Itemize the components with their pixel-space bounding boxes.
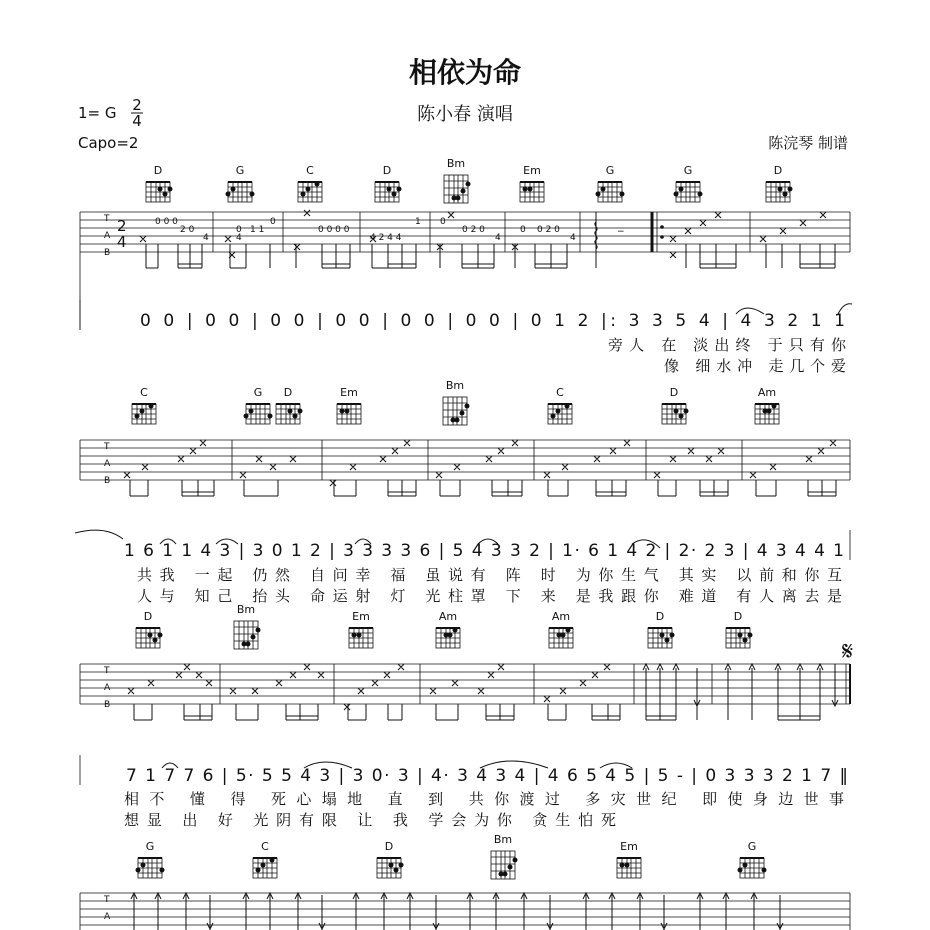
- chord-diagram: [349, 610, 373, 648]
- lyrics-line-2: 像 细水冲 走几个爱: [664, 357, 846, 375]
- chord-name: Bm: [236, 603, 256, 616]
- singer-credit: 陈小春 演唱: [417, 104, 513, 125]
- chord-diagram: [146, 164, 173, 202]
- tab-letter: A: [104, 231, 111, 241]
- svg-text:4 2 4 4: 4 2 4 4: [370, 233, 402, 243]
- jianpu-line: 0 0 | 0 0 | 0 0 | 0 0 | 0 0 | 0 0 | 0 1 2 |: 3 3 5 4 | 4 3 2 1 1: [140, 311, 845, 331]
- chord-diagram-row: [132, 379, 779, 425]
- chord-diagram: [617, 840, 641, 878]
- svg-text:4: 4: [570, 233, 576, 243]
- tab-letter: B: [104, 700, 111, 710]
- jianpu-line: 1 6 1 1 4 3 | 3 0 1 2 | 3 3 3 3 6 | 5 4 3 3 2 | 1· 6 1 4 2 | 2· 2 3 | 4 3 4 4 1: [124, 541, 844, 561]
- chord-diagram: [596, 164, 625, 202]
- tab-letter: B: [104, 476, 111, 486]
- chord-diagram: [648, 610, 675, 648]
- svg-text:1: 1: [415, 217, 421, 227]
- time-sig-bottom: 4: [132, 112, 142, 130]
- chord-name: Em: [523, 164, 541, 177]
- chord-diagram: [491, 833, 518, 879]
- chord-diagram: [298, 164, 322, 202]
- chord-diagram: [662, 386, 689, 424]
- chord-name: G: [145, 840, 155, 853]
- chord-diagram-row: [136, 833, 767, 879]
- tab-letter: A: [104, 912, 111, 922]
- chord-name: Am: [551, 610, 571, 623]
- tab-letter: T: [104, 442, 110, 452]
- chord-diagram: [377, 840, 404, 878]
- chord-diagram: [136, 610, 163, 648]
- system-1: [80, 157, 852, 375]
- chord-name: Bm: [446, 157, 466, 170]
- chord-diagram: [337, 386, 361, 424]
- chord-diagram: [674, 164, 703, 202]
- lyrics-line-1: 相不 懂 得 死心塌地 直 到 共你渡过 多灾世纪 即使身边世事: [124, 790, 845, 808]
- chord-diagram: [253, 840, 277, 878]
- chord-diagram: [375, 164, 402, 202]
- chord-name: C: [556, 386, 564, 399]
- chord-name: C: [140, 386, 148, 399]
- tab-letter: T: [104, 895, 110, 905]
- chord-name: D: [384, 840, 394, 853]
- chord-diagram: [136, 840, 165, 878]
- chord-name: D: [143, 610, 153, 623]
- svg-text:4: 4: [236, 233, 242, 243]
- chord-name: Em: [620, 840, 638, 853]
- tab-staff: [80, 440, 850, 480]
- tab-time-top: 2: [117, 217, 127, 235]
- chord-diagram: [436, 610, 460, 648]
- song-title: 相依为命: [408, 56, 522, 89]
- svg-text:−: −: [617, 227, 625, 237]
- chord-name: Am: [757, 386, 777, 399]
- time-sig-top: 2: [132, 96, 142, 114]
- chord-diagram: [244, 386, 273, 424]
- svg-text:4: 4: [495, 233, 501, 243]
- tab-fret-numbers: [155, 217, 625, 243]
- svg-text:0: 0: [270, 217, 276, 227]
- chord-name: G: [253, 386, 263, 399]
- chord-name: D: [283, 386, 293, 399]
- chord-name: Em: [340, 386, 358, 399]
- chord-name: D: [655, 610, 665, 623]
- svg-text:2 0: 2 0: [180, 225, 195, 235]
- chord-diagram: [132, 386, 156, 424]
- chord-name: D: [733, 610, 743, 623]
- chord-diagram: [738, 840, 767, 878]
- svg-text:1 1: 1 1: [250, 225, 265, 235]
- chord-name: D: [382, 164, 392, 177]
- chord-name: Am: [438, 610, 458, 623]
- chord-diagram: [234, 603, 261, 649]
- tab-letter: B: [104, 248, 111, 258]
- svg-text:0: 0: [236, 225, 242, 235]
- lyrics-line-1: 旁人 在 淡出终 于只有你: [608, 336, 846, 354]
- system-3: [80, 603, 853, 829]
- chord-name: G: [683, 164, 693, 177]
- chord-diagram: [443, 379, 470, 425]
- chord-diagram-row: [146, 157, 793, 203]
- tab-notes: [140, 210, 835, 268]
- chord-name: Bm: [445, 379, 465, 392]
- segno-sign: 𝄋: [842, 637, 854, 667]
- chord-name: C: [306, 164, 314, 177]
- chord-diagram: [520, 164, 544, 202]
- chord-diagram: [726, 610, 753, 648]
- tab-letter: A: [104, 683, 111, 693]
- chord-name: D: [669, 386, 679, 399]
- tab-letter: A: [104, 459, 111, 469]
- svg-text:0 2 0: 0 2 0: [462, 225, 485, 235]
- svg-text:0 0 0: 0 0 0: [155, 217, 178, 227]
- chord-name: Em: [352, 610, 370, 623]
- chord-name: D: [153, 164, 163, 177]
- chord-name: Bm: [493, 833, 513, 846]
- lyrics-line-2: 人与 知己 抬头 命运射 灯 光柱罩 下 来 是我跟你 难道 有人离去是: [137, 587, 842, 605]
- chord-diagram: [226, 164, 255, 202]
- tab-staff: [80, 664, 850, 704]
- chord-name: G: [235, 164, 245, 177]
- system-4: [80, 833, 850, 930]
- svg-text:4: 4: [203, 233, 209, 243]
- svg-text:0 0 0 0: 0 0 0 0: [318, 225, 350, 235]
- svg-text:0: 0: [440, 217, 446, 227]
- chord-diagram: [276, 386, 303, 424]
- svg-text:0 2 0: 0 2 0: [537, 225, 560, 235]
- chord-name: C: [261, 840, 269, 853]
- chord-diagram-row: [136, 603, 853, 667]
- lyrics-line-2: 想显 出 好 光阴有限 让 我 学会为你 贪生怕死: [124, 811, 616, 829]
- chord-diagram: [548, 386, 572, 424]
- chord-diagram: [549, 610, 573, 648]
- tab-notes: [128, 664, 838, 720]
- chord-diagram: [766, 164, 793, 202]
- tab-letter: T: [104, 214, 110, 224]
- lyrics-line-1: 共我 一起 仍然 自问幸 福 虽说有 阵 时 为你生气 其实 以前和你互: [137, 566, 842, 584]
- tab-strum-arrows: [131, 893, 783, 930]
- chord-name: G: [747, 840, 757, 853]
- svg-text:0: 0: [520, 225, 526, 235]
- tab-time-bottom: 4: [117, 233, 127, 251]
- system-2: [75, 379, 850, 605]
- capo-label: Capo=2: [78, 134, 139, 152]
- arranger-credit: 陈浣琴 制谱: [768, 134, 848, 152]
- tab-letter: T: [104, 666, 110, 676]
- chord-name: D: [773, 164, 783, 177]
- chord-diagram: [755, 386, 779, 424]
- jianpu-line: 7 1 7 7 6 | 5· 5 5 4 3 | 3 0· 3 | 4· 3 4 3 4 | 4 6 5 4 5 | 5 - | 0 3 3 3 2 1 7 ‖: [126, 766, 848, 786]
- chord-diagram: [444, 157, 471, 203]
- tab-staff: [80, 893, 850, 930]
- chord-name: G: [605, 164, 615, 177]
- key-signature: 1= G: [78, 104, 117, 122]
